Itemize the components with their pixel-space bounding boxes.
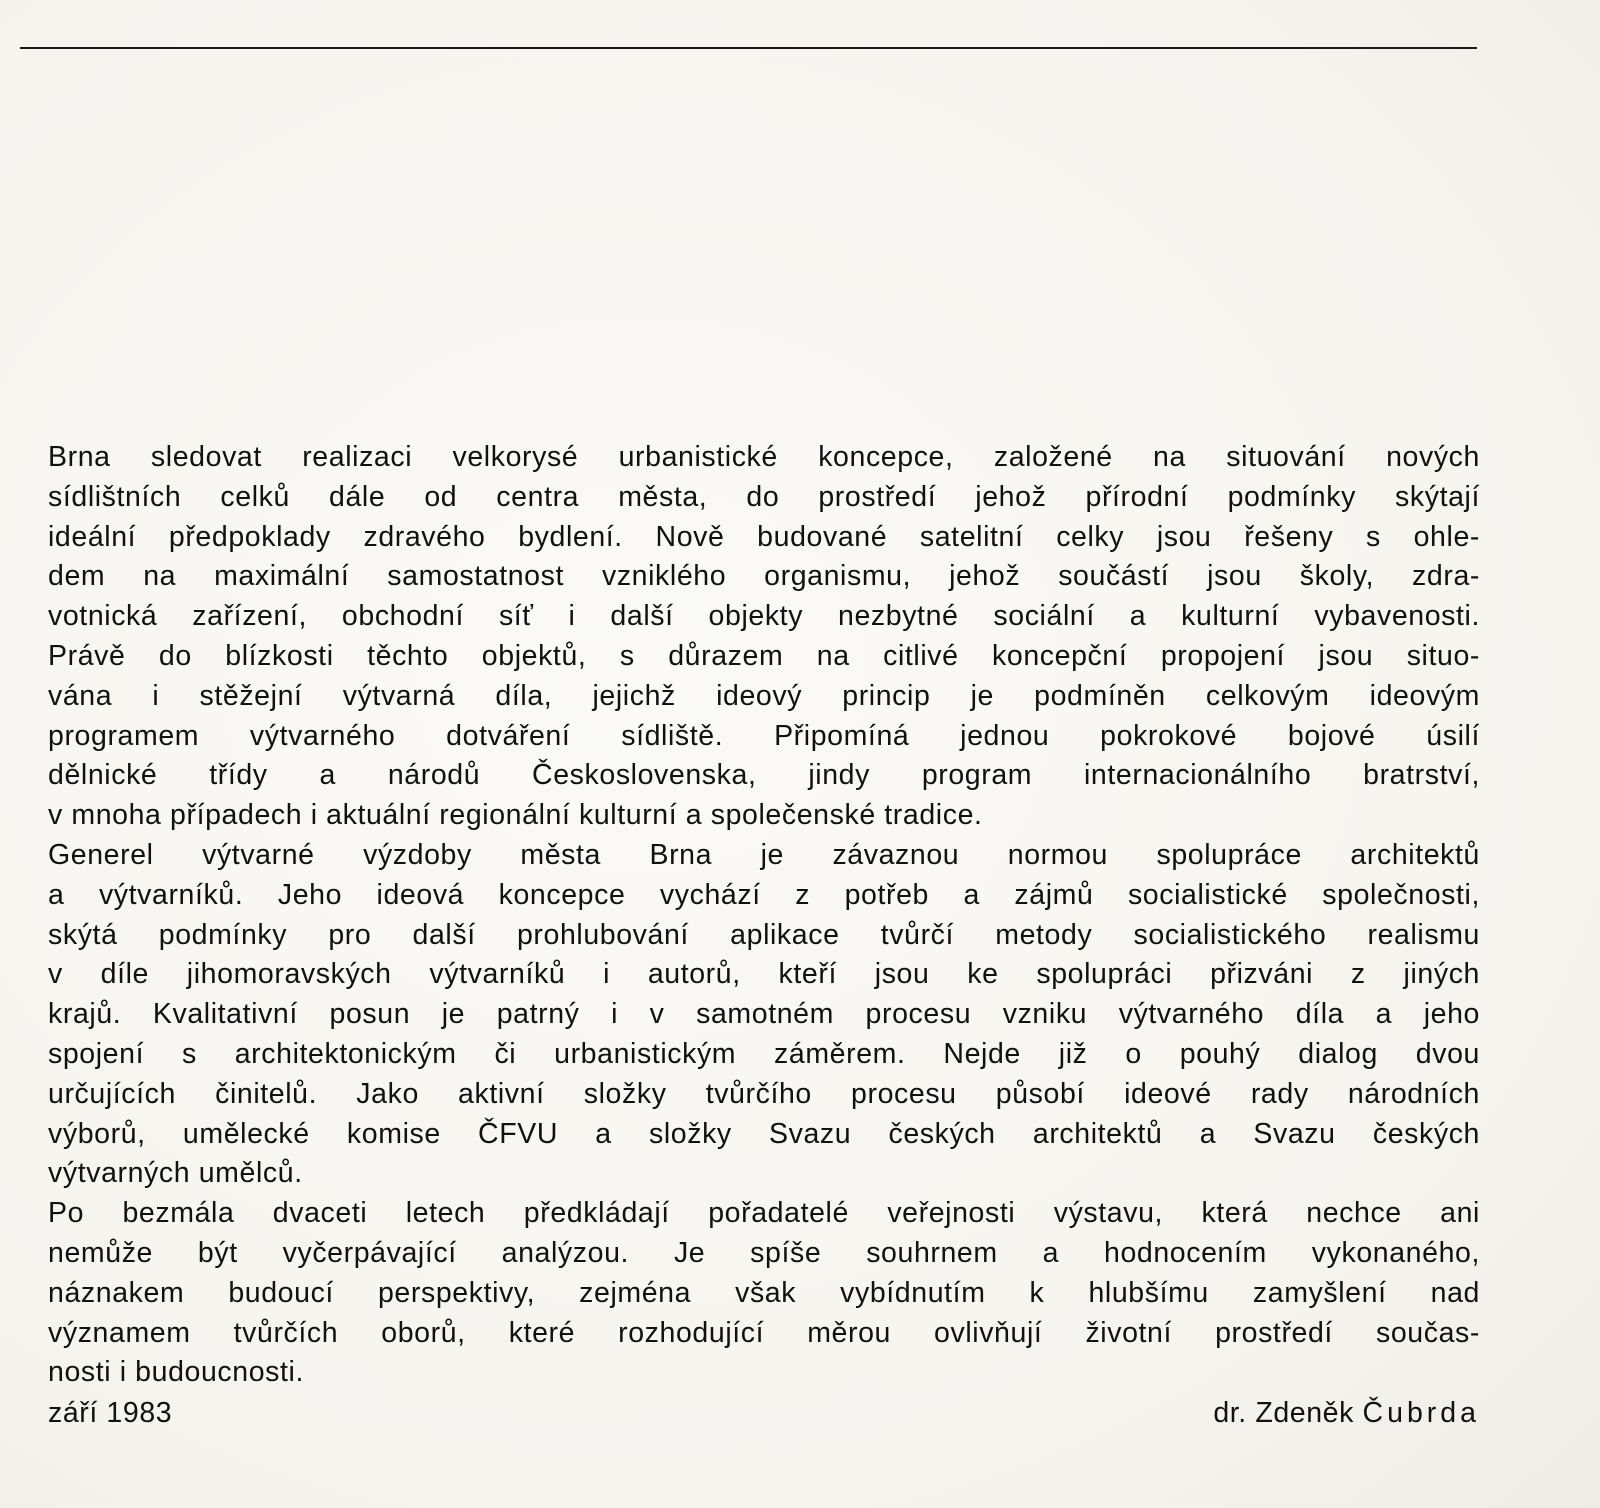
text-line: Po bezmála dvaceti letech předkládají pořadatelé veřejnosti výstavu, která nechce ani bbox=[48, 1197, 1480, 1230]
text-line: Generel výtvarné výzdoby města Brna je závaznou normou spolupráce architektů bbox=[48, 838, 1480, 871]
text-line: nosti i budoucnosti. bbox=[48, 1356, 304, 1389]
text-line: sídlištních celků dále od centra města, do prostředí jehož přírodní podmínky skýtají bbox=[48, 480, 1480, 513]
top-rule bbox=[20, 47, 1477, 49]
text-line: v díle jihomoravských výtvarníků i autorů, kteří jsou ke spolupráci přizváni z jiných bbox=[48, 958, 1480, 991]
text-line: votnická zařízení, obchodní síť i další objekty nezbytné sociální a kulturní vybavenosti. bbox=[48, 600, 1480, 633]
text-line: skýtá podmínky pro další prohlubování aplikace tvůrčí metody socialistického realismu bbox=[48, 918, 1480, 951]
text-line: určujících činitelů. Jako aktivní složky tvůrčího procesu působí ideové rady národních bbox=[48, 1077, 1480, 1110]
text-line: ideální předpoklady zdravého bydlení. Nově budované satelitní celky jsou řešeny s ohle- bbox=[48, 520, 1480, 553]
closing-row bbox=[48, 1393, 1480, 1433]
text-line: dem na maximální samostatnost vzniklého organismu, jehož součástí jsou školy, zdra- bbox=[48, 560, 1480, 593]
text-line: výtvarných umělců. bbox=[48, 1157, 303, 1190]
author-signature bbox=[1213, 1393, 1480, 1433]
text-line: vána i stěžejní výtvarná díla, jejichž ideový princip je podmíněn celkovým ideovým bbox=[48, 679, 1480, 712]
text-line: nemůže být vyčerpávající analýzou. Je spíše souhrnem a hodnocením vykonaného, bbox=[48, 1236, 1480, 1269]
text-line: náznakem budoucí perspektivy, zejména však vybídnutím k hlubšímu zamyšlení nad bbox=[48, 1276, 1480, 1309]
author-surname: Čubrda bbox=[1362, 1397, 1480, 1429]
text-line: spojení s architektonickým či urbanistickým záměrem. Nejde již o pouhý dialog dvou bbox=[48, 1037, 1480, 1070]
text-line: krajů. Kvalitativní posun je patrný i v samotném procesu vzniku výtvarného díla a jeho bbox=[48, 998, 1480, 1031]
text-line: významem tvůrčích oborů, které rozhodující měrou ovlivňují životní prostředí součas- bbox=[48, 1316, 1480, 1349]
text-line: a výtvarníků. Jeho ideová koncepce vychází z potřeb a zájmů socialistické společnosti, bbox=[48, 878, 1480, 911]
text-line: výborů, umělecké komise ČFVU a složky Svazu českých architektů a Svazu českých bbox=[48, 1117, 1480, 1150]
body-text bbox=[48, 438, 1480, 1393]
text-line: Brna sledovat realizaci velkorysé urbanistické koncepce, založené na situování nových bbox=[48, 441, 1480, 473]
text-line: Právě do blízkosti těchto objektů, s důrazem na citlivé koncepční propojení jsou situo- bbox=[48, 639, 1480, 672]
text-line: programem výtvarného dotváření sídliště. Připomíná jednou pokrokové bojové úsilí bbox=[48, 719, 1480, 752]
text-line: dělnické třídy a národů Československa, jindy program internacionálního bratrství, bbox=[48, 759, 1480, 792]
author-first-name: dr. Zdeněk bbox=[1213, 1397, 1354, 1429]
text-line: v mnoha případech i aktuální regionální kulturní a společenské tradice. bbox=[48, 799, 983, 832]
date-line: září 1983 bbox=[48, 1397, 173, 1429]
